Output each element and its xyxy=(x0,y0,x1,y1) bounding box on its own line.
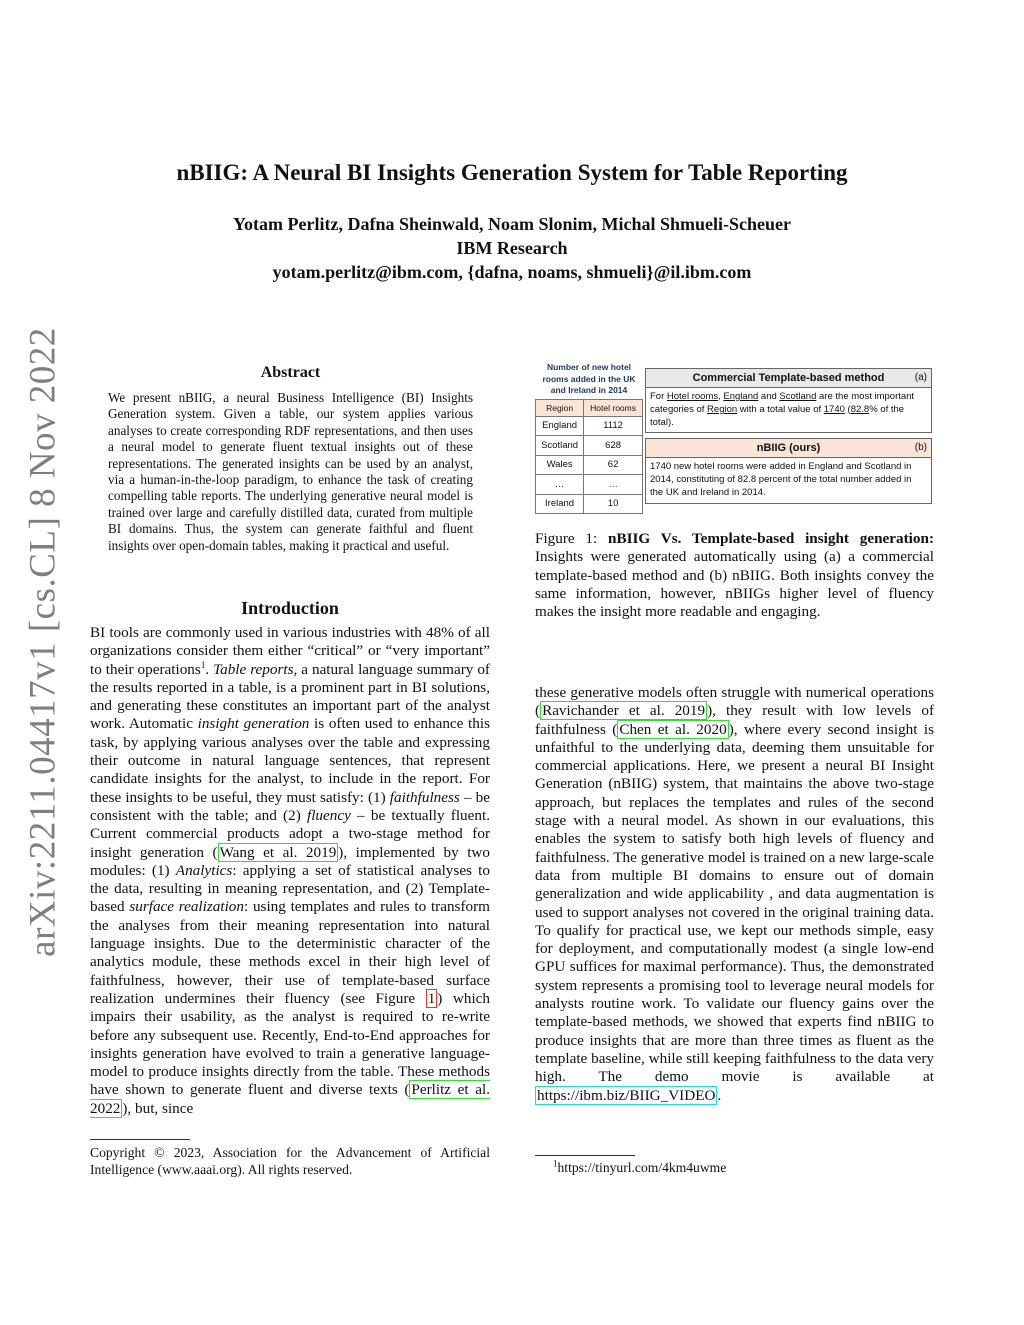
footnote-mark: 1 xyxy=(200,659,206,670)
arxiv-identifier-text: arXiv:2211.04417v1 [cs.CL] 8 Nov 2022 xyxy=(22,327,64,957)
template-insight-box xyxy=(645,368,932,433)
citation-link[interactable]: Ravichander et al. 2019 xyxy=(542,702,706,720)
hotel-rooms-table xyxy=(535,399,643,515)
affiliation: IBM Research xyxy=(456,238,568,258)
citation-link[interactable]: Chen et al. 2020 xyxy=(619,720,727,738)
citation-link[interactable]: Wang et al. 2019 xyxy=(219,843,337,861)
panel-label: (b) xyxy=(914,442,927,453)
table-row: Ireland 10 xyxy=(536,494,643,514)
footnote-divider xyxy=(90,1139,190,1140)
introduction-heading: Introduction xyxy=(241,598,339,618)
figure-reference-link[interactable]: 1 xyxy=(427,989,436,1007)
footnote-url[interactable]: https://tinyurl.com/4km4uwme xyxy=(557,1160,727,1175)
nbiig-insight-box xyxy=(645,438,932,504)
nbiig-insight-title: nBIIG (ours) (b) xyxy=(646,439,931,458)
panel-label: (a) xyxy=(914,372,927,383)
table-row: Scotland 628 xyxy=(536,436,643,456)
table-header: Hotel rooms xyxy=(584,399,643,416)
copyright-notice: Copyright © 2023, Association for the Advancement of Artificial Intelligence (www.aaai.org). All rights reserved. xyxy=(90,1145,490,1177)
introduction-body: BI tools are commonly used in various industries with 48% of all organizations consider them either “critical” or “very important” to their operations$^1$. Table reports, a natural language summary of the results reported in a table, is a prominent part in BI solutions, and generating these constitutes an important part of the analyst work. Automatic insight generation is often used to enhance this task, by applying various analyses over the table and expressing their outcome in natural language sentences, that represent candidate insights for the analyst, to include in the report. For these insights to be useful, they must satisfy: (1) faithfulness – be consistent with the table; and (2) fluency – be textually fluent. Current commercial products adopt a two-stage method for insight generation ( Wang et al. 2019 ), implemented by two modules: (1) Analytics: applying a set of statistical analyses to the data, resulting in meaning representation, and (2) Template-based surface realization: using templates and rules to transform the analyses from their meaning representation into natural language insights. Due to the deterministic character of the analytics module, these methods excel in their high level of faithfulness, however, their use of template-based surface realization undermines their fluency (see Figure 1 ) which impairs their usability, as the analyst is required to re-write before any subsequent use. Recently, End-to-End approaches for insights generation have evolved to train a generative language-model to produce insights directly from the table. These methods have shown to generate fluent and diverse texts ( Perlitz et al. 2022 ), but, since xyxy=(90,624,491,1117)
table-title: Number of new hotel rooms added in the UK and Ireland in 2014 xyxy=(542,362,636,395)
right-column-body: these generative models often struggle with numerical operations ( Ravichander et al. 2019 ), they result with low levels of faithfulness ( Chen et al. 2020 ), where every second insight is unfaithful to the underlying data, deeming them unsuitable for commercial applications. Here, we present a neural BI Insight Generation (nBIIG) system, that maintains the above two-stage approach, but replaces the templates and rules of the second stage with a neural model. As shown in our evaluations, this enables the system to satisfy both high levels of fluency and faithfulness. The generative model is trained on a new large-scale data from multiple BI domains to ensure out of domain generalization and wide applicability , and data augmentation is used to support analyses not covered in the original training data. To qualify for practical use, we kept our methods simple, easy for deployment, and computationally modest (a single low-end GPU suffices for maximal performance). Thus, the demonstrated system represents a promising tool to leverage neural models for analysts routine work. To validate our fluency gains over the template-based methods, we showed that experts find nBIIG to produce insights that are more than three times as fluent as the template baseline, while still keeping faithfulness to the data very high. The demo movie is available at https://ibm.biz/BIIG_VIDEO . xyxy=(535,684,935,1104)
table-row: Wales 62 xyxy=(536,455,643,475)
figure-caption: Figure 1: nBIIG Vs. Template-based insight generation: Insights were generated automatically using (a) a commercial template-based method and (b) nBIIG. Both insights convey the same information, however, nBIIGs higher level of fluency makes the insight more readable and engaging. xyxy=(535,530,934,621)
author-list: Yotam Perlitz, Dafna Sheinwald, Noam Slonim, Michal Shmueli-Scheuer xyxy=(233,214,791,234)
footnote: $^1$https://tinyurl.com/4km4uwme xyxy=(553,1158,727,1175)
figure-table-panel xyxy=(535,362,643,514)
nbiig-insight-text: 1740 new hotel rooms were added in England and Scotland in 2014, constituting of 82.8 percent of the total number added in the UK and Ireland in 2014. xyxy=(650,461,912,498)
paper-title: nBIIG: A Neural BI Insights Generation System for Table Reporting xyxy=(176,160,848,185)
table-row: … … xyxy=(536,475,643,495)
abstract-text: We present nBIIG, a neural Business Intelligence (BI) Insights Generation system. Given a table, our system applies various analyses to create corresponding RDF representations, and then uses a neural model to generate fluent textual insights out of these representations. The generated insights can be used by an analyst, via a human-in-the-loop paradigm, to enhance the task of creating compelling table reports. The underlying generative neural model is trained over large and carefully distilled data, curated from multiple BI domains. Thus, the system can generate faithful and fluent insights over open-domain tables, making it practical and useful. xyxy=(108,390,473,553)
table-header: Region xyxy=(536,399,584,416)
template-insight-text: For Hotel rooms, England and Scotland are the most important categories of Region with a total value of 1740 (82.8% of the total). xyxy=(650,391,915,428)
arxiv-identifier xyxy=(22,327,64,957)
demo-video-link[interactable]: https://ibm.biz/BIIG_VIDEO xyxy=(537,1086,716,1104)
abstract-heading: Abstract xyxy=(260,364,321,381)
template-insight-title: Commercial Template-based method (a) xyxy=(646,369,931,388)
footnote-divider xyxy=(535,1155,635,1156)
table-row: England 1112 xyxy=(536,416,643,436)
author-emails: yotam.perlitz@ibm.com, {dafna, noams, shmueli}@il.ibm.com xyxy=(272,262,752,282)
citation-link[interactable]: Perlitz et al. 2022 xyxy=(90,1081,490,1117)
